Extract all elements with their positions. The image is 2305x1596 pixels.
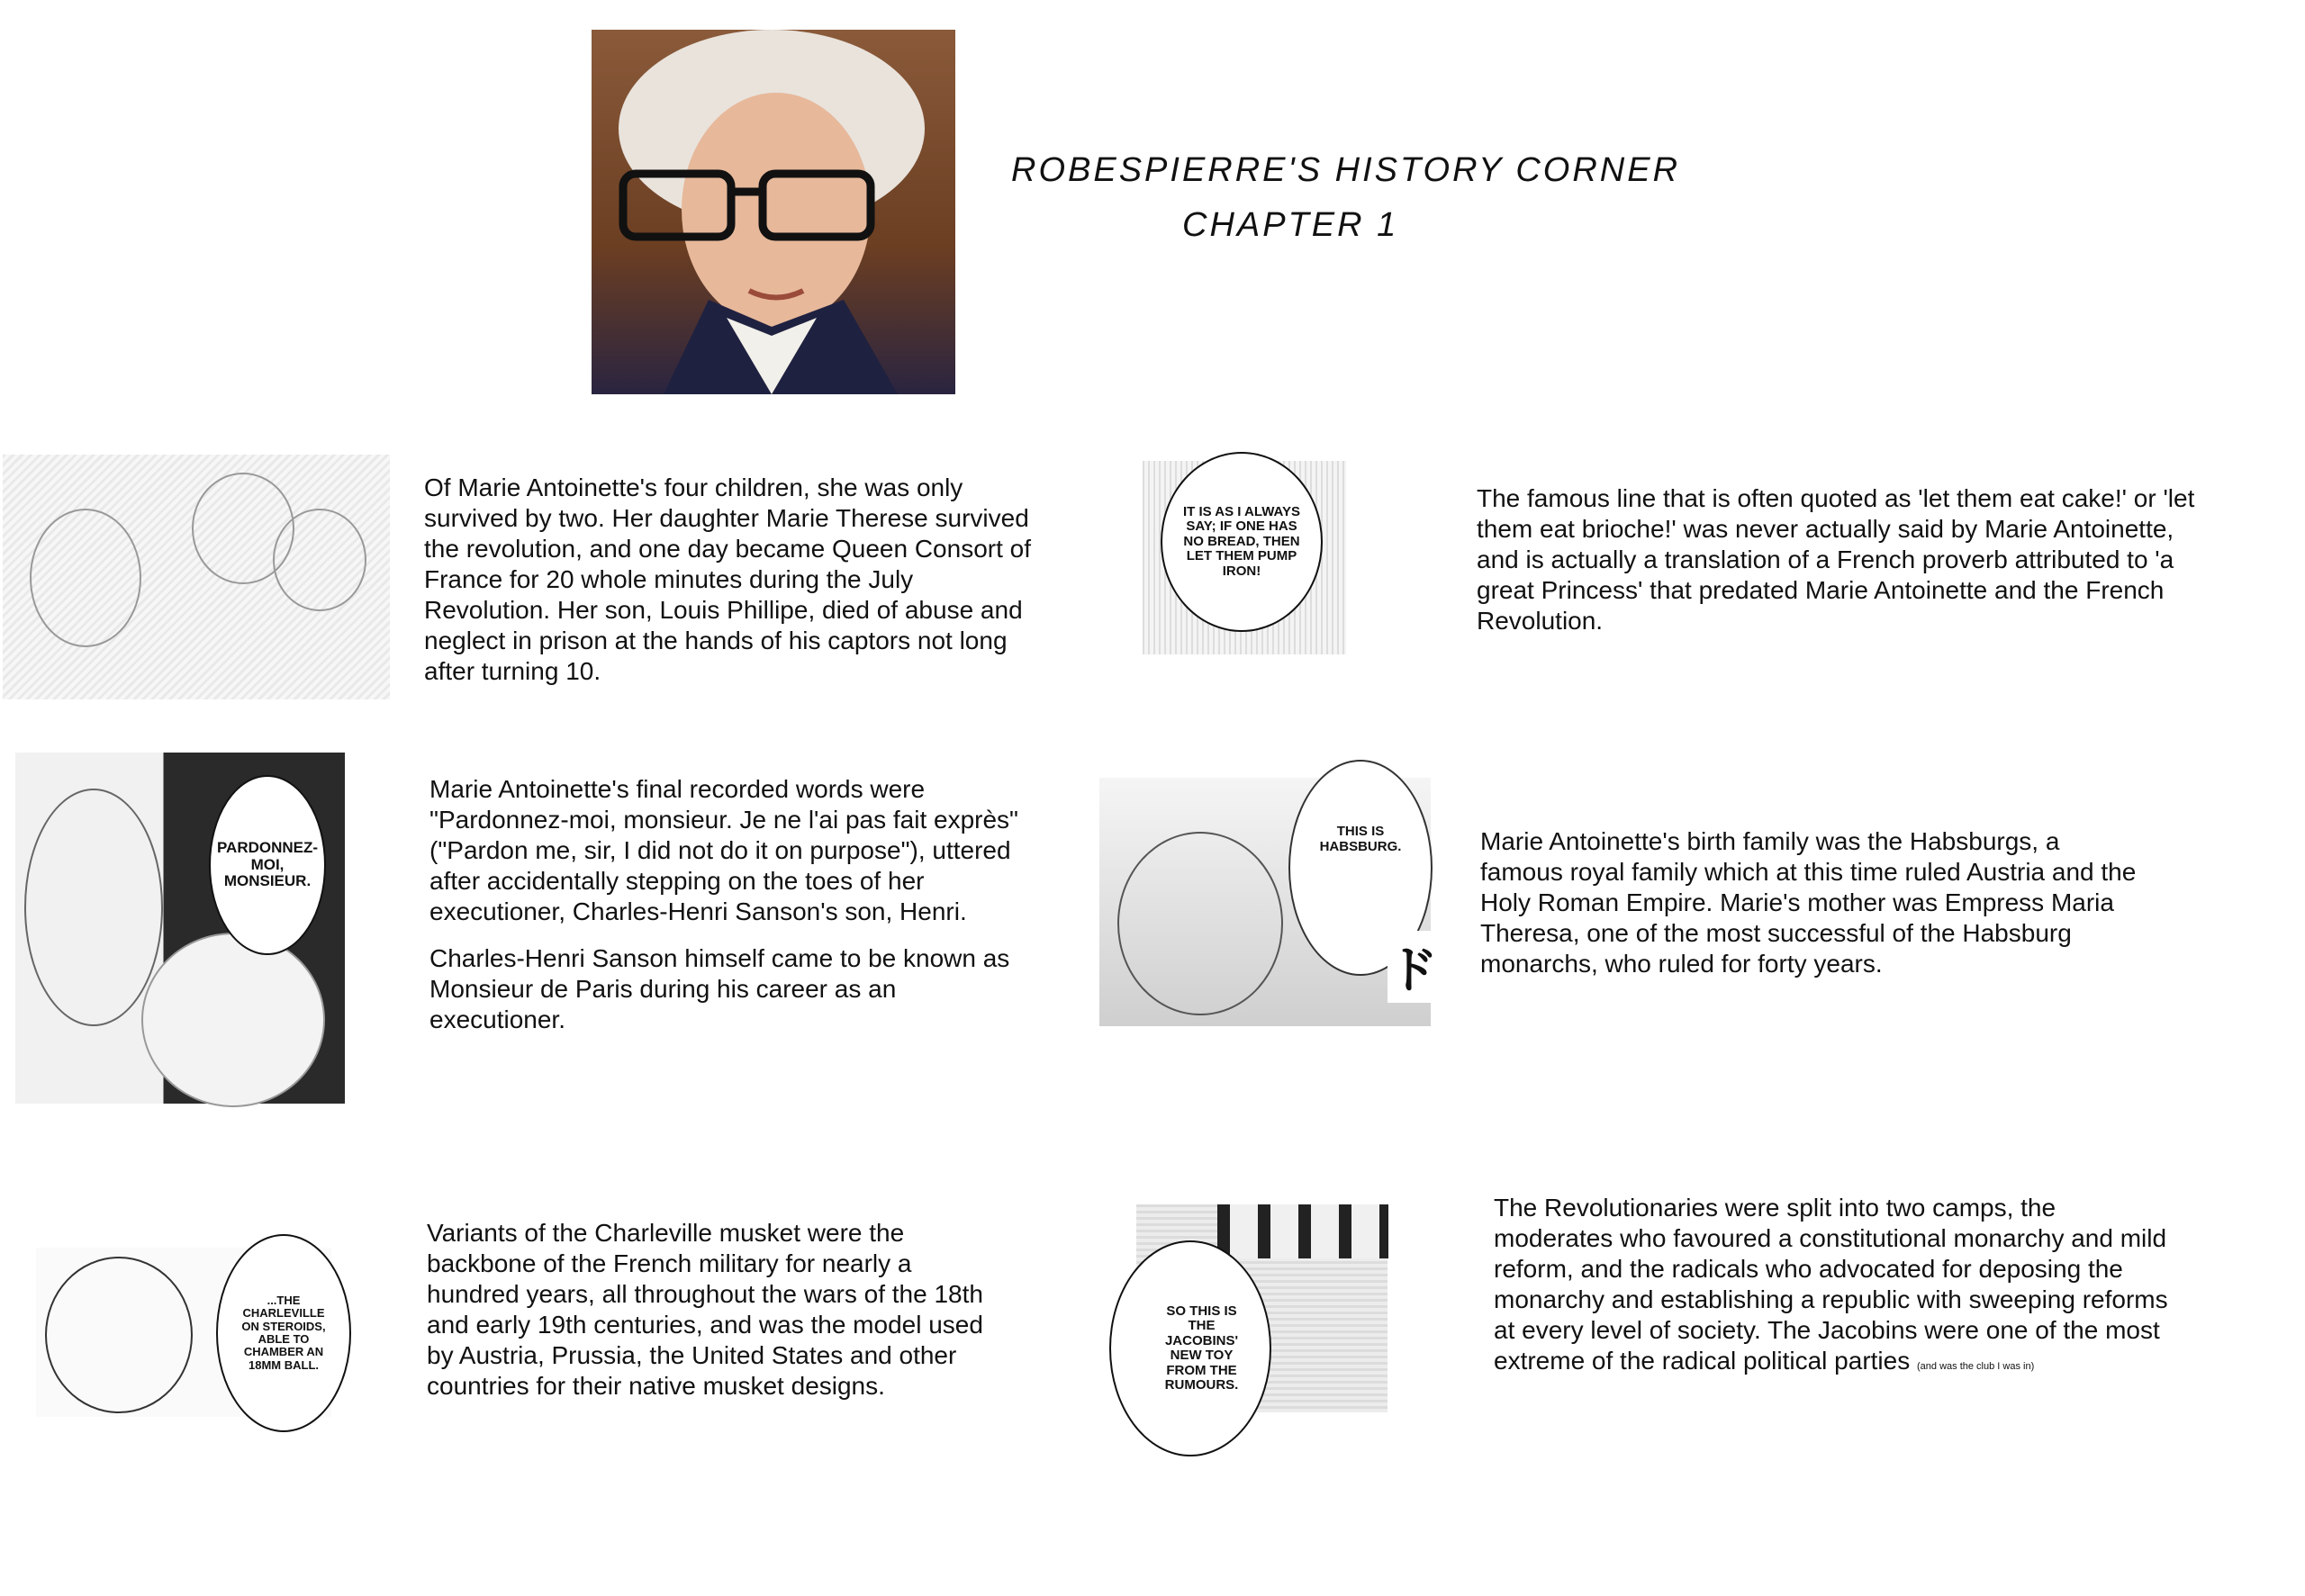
page-title: ROBESPIERRE'S HISTORY CORNER bbox=[1011, 151, 1681, 189]
portrait-illustration bbox=[592, 30, 955, 394]
manga-panel-charleville bbox=[36, 1248, 331, 1417]
fact-let-them-eat-cake bbox=[1477, 483, 2215, 653]
fact-revolutionaries bbox=[1494, 1193, 2178, 1398]
manga-panel-jacobins bbox=[1136, 1204, 1388, 1412]
fact-habsburg bbox=[1480, 826, 2147, 996]
manga-panel-children bbox=[3, 455, 390, 699]
fact-paragraph: Marie Antoinette's birth family was the Habsburgs, a famous royal family which at this time ruled Austria and the Holy Roman Empire. Marie's mother was Empress Maria Theresa, one of the most successful of the Habsburg monarchs, who ruled for forty years. bbox=[1480, 827, 2137, 978]
manga-panel-habsburg bbox=[1099, 778, 1438, 1026]
manga-panel-pardonnez-moi bbox=[15, 753, 345, 1104]
fact-charleville-musket bbox=[427, 1218, 994, 1418]
speech-bubble: PARDONNEZ-MOI, MONSIEUR. bbox=[209, 775, 326, 955]
fact-paragraph: The Revolutionaries were split into two camps, the moderates who favoured a constitutional monarchy and mild reform, and the radicals who advocated for deposing the monarchy and establishing a republic with sweeping reforms at every level of society. The Jacobins were one of the most extreme of the radical political parties bbox=[1494, 1194, 2168, 1375]
fact-paragraph: Variants of the Charleville musket were the backbone of the French military for nearly a hundred years, all throughout the wars of the 18th and early 19th centuries, and was the model used by Austria, Prussia, the United States and other countries for their native musket designs. bbox=[427, 1219, 983, 1400]
fact-paragraph: Of Marie Antoinette's four children, she was only survived by two. Her daughter Marie Therese survived the revolution, and one day became Queen Consort of France for 20 whole minutes during the July Revolution. Her son, Louis Phillipe, died of abuse and neglect in prison at the hands of his captors not long after turning 10. bbox=[424, 473, 1031, 685]
speech-bubble: THIS IS HABSBURG. bbox=[1288, 760, 1433, 976]
sound-effect: ド bbox=[1388, 931, 1438, 1003]
speech-bubble: SO THIS IS THE JACOBINS' NEW TOY FROM THE RUMOURS. bbox=[1109, 1240, 1271, 1456]
fact-children bbox=[424, 473, 1045, 703]
fact-final-words bbox=[429, 774, 1024, 1051]
speech-bubble: IT IS AS I ALWAYS SAY; IF ONE HAS NO BREAD, THEN LET THEM PUMP IRON! bbox=[1161, 452, 1323, 632]
fact-paragraph: Charles-Henri Sanson himself came to be known as Monsieur de Paris during his career as an executioner. bbox=[429, 944, 1010, 1033]
aside-note: (and was the club I was in) bbox=[1917, 1361, 2035, 1372]
fact-paragraph: The famous line that is often quoted as 'let them eat cake!' or 'let them eat brioche!' was never actually said by Marie Antoinette, and is actually a translation of a French proverb attributed to 'a great Princess' that predated Marie Antoinette and the French Revolution. bbox=[1477, 484, 2195, 635]
speech-bubble: ...THE CHARLEVILLE ON STEROIDS, ABLE TO CHAMBER AN 18MM BALL. bbox=[216, 1234, 351, 1432]
fact-paragraph: Marie Antoinette's final recorded words were "Pardonnez-moi, monsieur. Je ne l'ai pas fait exprès" ("Pardon me, sir, I did not do it on purpose"), uttered after accidentally stepping on the toes of her executioner, Charles-Henri Sanson's son, Henri. bbox=[429, 775, 1018, 925]
manga-panel-pump-iron bbox=[1143, 461, 1346, 654]
chapter-label: CHAPTER 1 bbox=[1182, 206, 1399, 244]
robespierre-portrait bbox=[592, 30, 955, 394]
